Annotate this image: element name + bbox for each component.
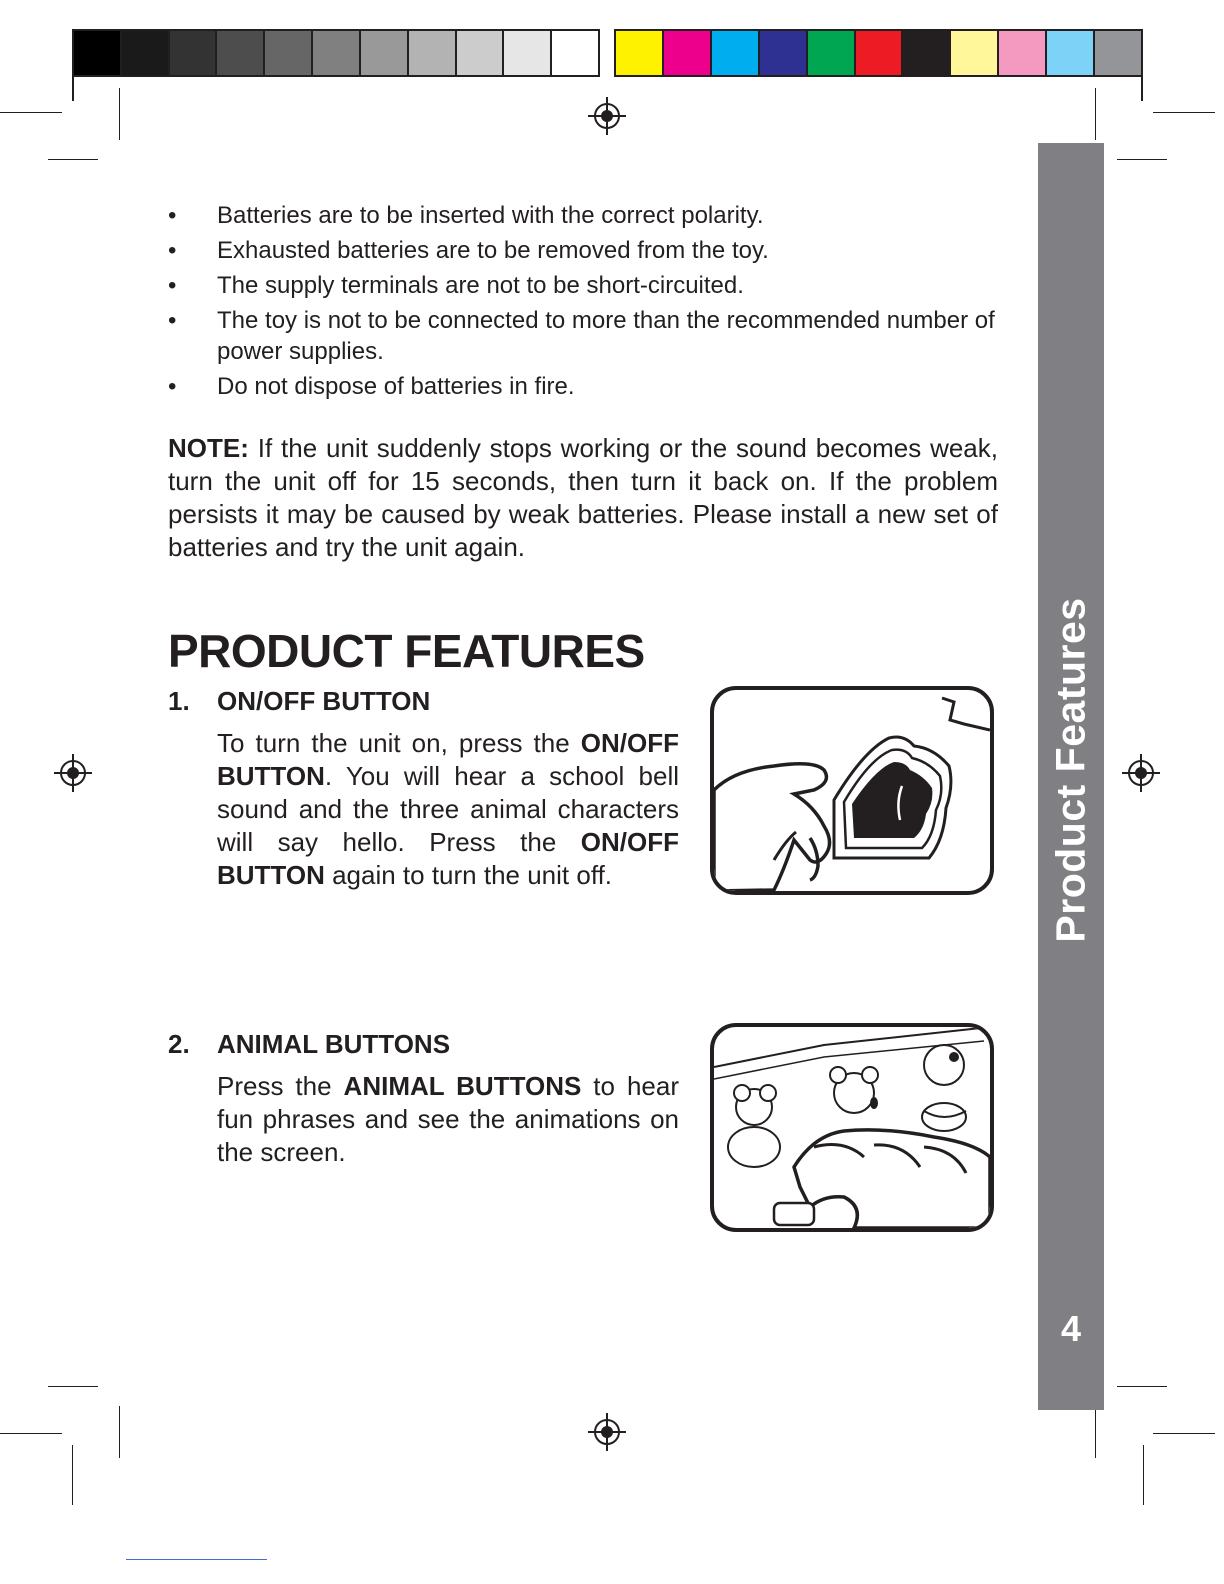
feature-description xyxy=(217,727,679,892)
list-item xyxy=(168,371,1000,402)
list-item-text: Batteries are to be inserted with the correct polarity. xyxy=(217,202,764,229)
list-item-text: The supply terminals are not to be short-circuited. xyxy=(217,272,744,299)
crop-mark xyxy=(48,159,98,160)
feature-title xyxy=(168,1029,450,1060)
list-item-text: Do not dispose of batteries in fire. xyxy=(217,373,575,400)
side-tab-title: Product Features xyxy=(1047,597,1094,943)
color-swatch xyxy=(74,31,120,75)
animal-buttons-illustration xyxy=(710,1023,994,1232)
crop-mark xyxy=(119,88,120,140)
feature-text: Press the xyxy=(217,1071,344,1101)
footer-rule xyxy=(126,1559,267,1560)
feature-title xyxy=(168,686,430,717)
bullet: • xyxy=(168,373,177,400)
note-text: If the unit suddenly stops working or the sound becomes weak, turn the unit off for 15 seconds, then turn it back on. If the problem persists it may be caused by weak batteries. Please install a new set of batteries and try the unit again. xyxy=(168,433,998,562)
list-item xyxy=(168,270,1000,301)
feature-text: to hear fun phrases and see the animations on the screen. xyxy=(217,1071,679,1167)
color-swatch xyxy=(808,31,854,75)
note-paragraph xyxy=(168,432,998,564)
bullet: • xyxy=(168,272,177,299)
feature-number: 1. xyxy=(168,686,190,716)
color-swatch xyxy=(122,31,168,75)
feature-text: again to turn the unit off. xyxy=(324,860,613,890)
crop-mark xyxy=(72,77,74,101)
color-swatch xyxy=(265,31,311,75)
list-item xyxy=(168,305,1000,367)
color-swatch xyxy=(856,31,902,75)
note-label: NOTE: xyxy=(168,433,249,463)
color-swatch xyxy=(170,31,216,75)
crop-mark xyxy=(0,1433,62,1434)
feature-text: . You will hear a school bell sound and the three animal characters will say hello. Press the xyxy=(217,761,679,857)
crop-mark xyxy=(1153,1433,1215,1434)
finger-pressing-animal-buttons-icon xyxy=(714,1027,990,1228)
color-swatch xyxy=(999,31,1045,75)
crop-mark xyxy=(0,112,62,113)
finger-pressing-button-icon xyxy=(714,690,990,891)
color-swatch xyxy=(457,31,503,75)
crop-mark xyxy=(1153,112,1215,113)
color-swatch xyxy=(903,31,949,75)
feature-title-text: ANIMAL BUTTONS xyxy=(217,1029,451,1059)
list-item xyxy=(168,235,1000,266)
color-swatch xyxy=(504,31,550,75)
crop-mark xyxy=(1117,1386,1167,1387)
crop-mark xyxy=(1117,159,1167,160)
list-item-text: Exhausted batteries are to be removed from the toy. xyxy=(217,237,769,264)
registration-mark-icon xyxy=(54,754,92,792)
feature-description xyxy=(217,1070,679,1169)
registration-mark-icon xyxy=(1122,754,1160,792)
color-swatch xyxy=(409,31,455,75)
process-color-bar xyxy=(614,29,1143,77)
list-item xyxy=(168,200,1000,231)
bullet: • xyxy=(168,202,177,229)
color-swatch xyxy=(313,31,359,75)
feature-number: 2. xyxy=(168,1029,190,1059)
color-swatch xyxy=(616,31,662,75)
crop-mark xyxy=(1095,88,1096,140)
crop-mark xyxy=(1095,1406,1096,1458)
page-number: 4 xyxy=(1060,1308,1082,1349)
color-swatch xyxy=(361,31,407,75)
color-swatch xyxy=(552,31,598,75)
crop-mark xyxy=(119,1406,120,1458)
onoff-button-illustration xyxy=(710,686,994,895)
color-swatch xyxy=(712,31,758,75)
color-swatch xyxy=(1047,31,1093,75)
feature-button-name: ON/OFF BUTTON xyxy=(217,827,679,890)
color-swatch xyxy=(1095,31,1141,75)
registration-mark-icon xyxy=(588,97,626,135)
crop-mark xyxy=(72,1445,73,1505)
crop-mark xyxy=(48,1386,98,1387)
color-swatch xyxy=(664,31,710,75)
color-swatch xyxy=(217,31,263,75)
list-item-text: The toy is not to be connected to more than the recommended number of power supplies. xyxy=(217,307,995,365)
bullet: • xyxy=(168,237,177,264)
feature-text: To turn the unit on, press the xyxy=(217,728,581,758)
section-title: PRODUCT FEATURES xyxy=(168,625,645,677)
registration-mark-icon xyxy=(588,1413,626,1451)
battery-safety-list xyxy=(168,200,1000,406)
feature-title-text: ON/OFF BUTTON xyxy=(217,686,431,716)
feature-button-name: ON/OFF BUTTON xyxy=(217,728,679,791)
crop-mark xyxy=(1141,77,1143,101)
bullet: • xyxy=(168,307,177,334)
feature-button-name: ANIMAL BUTTONS xyxy=(343,1071,582,1101)
grayscale-color-bar xyxy=(72,29,600,77)
color-swatch xyxy=(951,31,997,75)
crop-mark xyxy=(1143,1445,1144,1505)
color-swatch xyxy=(760,31,806,75)
